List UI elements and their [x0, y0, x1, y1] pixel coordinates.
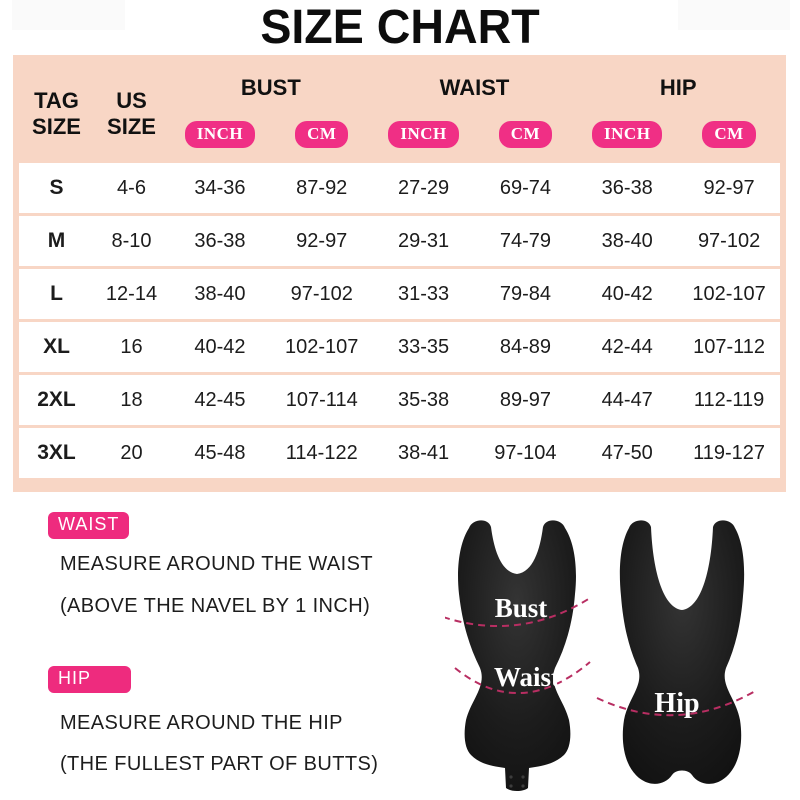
cell-hip-inch: 42-44: [601, 335, 653, 358]
cell-bust-inch: 38-40: [194, 282, 246, 305]
cell-us: 12-14: [105, 282, 158, 305]
tag-size-header-line2: SIZE: [32, 114, 81, 139]
crotch-snap-dot: [521, 775, 524, 778]
table-row-l: [19, 269, 780, 319]
cell-us: 18: [120, 388, 143, 411]
us-size-header-line1: US: [116, 87, 147, 113]
cell-hip-cm: 102-107: [692, 282, 766, 305]
waist-inch-badge: INCH: [388, 121, 458, 148]
bust-inch-badge: INCH: [185, 121, 255, 148]
tag-size-header-line1: TAG: [34, 87, 79, 113]
us-size-header: [94, 55, 169, 163]
cell-waist-cm: 79-84: [499, 282, 551, 305]
cell-bust-inch: 42-45: [194, 388, 246, 411]
cell-bust-cm: 102-107: [285, 335, 359, 358]
cell-hip-inch: 36-38: [601, 176, 653, 199]
cell-hip-cm: 107-112: [693, 335, 766, 358]
hip-note-line1: MEASURE AROUND THE HIP: [60, 712, 343, 734]
hip-group-header: HIP: [659, 75, 697, 100]
size-table-body: [19, 163, 780, 478]
crotch-snap-dot: [521, 784, 524, 787]
cell-waist-inch: 35-38: [398, 388, 450, 411]
table-row-m: [19, 216, 780, 266]
table-row-xl: [19, 322, 780, 372]
cell-hip-cm: 92-97: [703, 176, 755, 199]
bust-cm-badge: CM: [295, 121, 348, 148]
bust-group-header: BUST: [240, 75, 301, 100]
cell-waist-inch: 33-35: [398, 335, 450, 358]
cell-hip-inch: 40-42: [601, 282, 653, 305]
cell-hip-cm: 97-102: [697, 229, 761, 252]
table-row-3xl: [19, 428, 780, 478]
size-table-header: [19, 55, 780, 163]
hip-note-line2: (THE FULLEST PART OF BUTTS): [60, 753, 379, 775]
cell-hip-cm: 112-119: [693, 388, 765, 411]
cell-waist-cm: 69-74: [499, 176, 551, 199]
page-title: SIZE CHART: [260, 1, 540, 54]
cell-hip-inch: 47-50: [601, 441, 653, 464]
bodysuit-figure: [445, 516, 790, 796]
hip-note-badge: HIP: [48, 666, 131, 693]
size-table: [13, 55, 786, 492]
hip-inch-badge: INCH: [592, 121, 662, 148]
cell-waist-cm: 74-79: [499, 229, 551, 252]
cell-tag: S: [49, 176, 64, 199]
cell-tag: 3XL: [37, 441, 76, 464]
cell-bust-cm: 87-92: [296, 176, 348, 199]
cell-tag: XL: [43, 335, 70, 358]
cell-waist-inch: 38-41: [398, 441, 450, 464]
cell-hip-inch: 38-40: [601, 229, 653, 252]
cell-us: 16: [120, 335, 143, 358]
cell-bust-inch: 34-36: [194, 176, 246, 199]
hip-label: Hip: [654, 688, 700, 719]
table-row-2xl: [19, 375, 780, 425]
cell-tag: M: [47, 229, 66, 252]
cell-bust-cm: 114-122: [285, 441, 358, 464]
bodysuit-front-shape: [458, 520, 576, 791]
cell-bust-inch: 36-38: [194, 229, 246, 252]
waist-note-badge: WAIST: [48, 512, 129, 539]
cell-us: 20: [120, 441, 143, 464]
cell-waist-cm: 97-104: [494, 441, 557, 464]
table-row-s: [19, 163, 780, 213]
cell-waist-inch: 27-29: [398, 176, 450, 199]
crotch-snap-dot: [509, 775, 512, 778]
cell-bust-cm: 97-102: [290, 282, 353, 305]
cell-hip-inch: 44-47: [601, 388, 653, 411]
cell-bust-inch: 40-42: [194, 335, 246, 358]
cell-waist-inch: 29-31: [398, 229, 450, 252]
cell-tag: L: [50, 282, 63, 305]
cell-bust-cm: 107-114: [285, 388, 358, 411]
crotch-snap-dot: [509, 784, 512, 787]
bodysuit-back-shape: [620, 520, 744, 784]
us-size-header-line2: SIZE: [107, 114, 156, 139]
cell-hip-cm: 119-127: [693, 441, 766, 464]
cell-us: 8-10: [111, 229, 152, 252]
bust-label: Bust: [494, 593, 548, 623]
waist-cm-badge: CM: [499, 121, 552, 148]
waist-label: Waist: [493, 662, 561, 692]
cell-waist-cm: 84-89: [499, 335, 551, 358]
cell-waist-inch: 31-33: [398, 282, 450, 305]
cell-us: 4-6: [117, 176, 146, 199]
cell-tag: 2XL: [37, 388, 76, 411]
waist-note-line2: (ABOVE THE NAVEL BY 1 INCH): [60, 595, 371, 617]
waist-note-line1: MEASURE AROUND THE WAIST: [60, 553, 373, 575]
cell-bust-cm: 92-97: [296, 229, 348, 252]
waist-group-header: WAIST: [439, 75, 510, 100]
tag-size-header: [19, 55, 94, 163]
cell-bust-inch: 45-48: [194, 441, 246, 464]
cell-waist-cm: 89-97: [499, 388, 551, 411]
hip-cm-badge: CM: [702, 121, 755, 148]
